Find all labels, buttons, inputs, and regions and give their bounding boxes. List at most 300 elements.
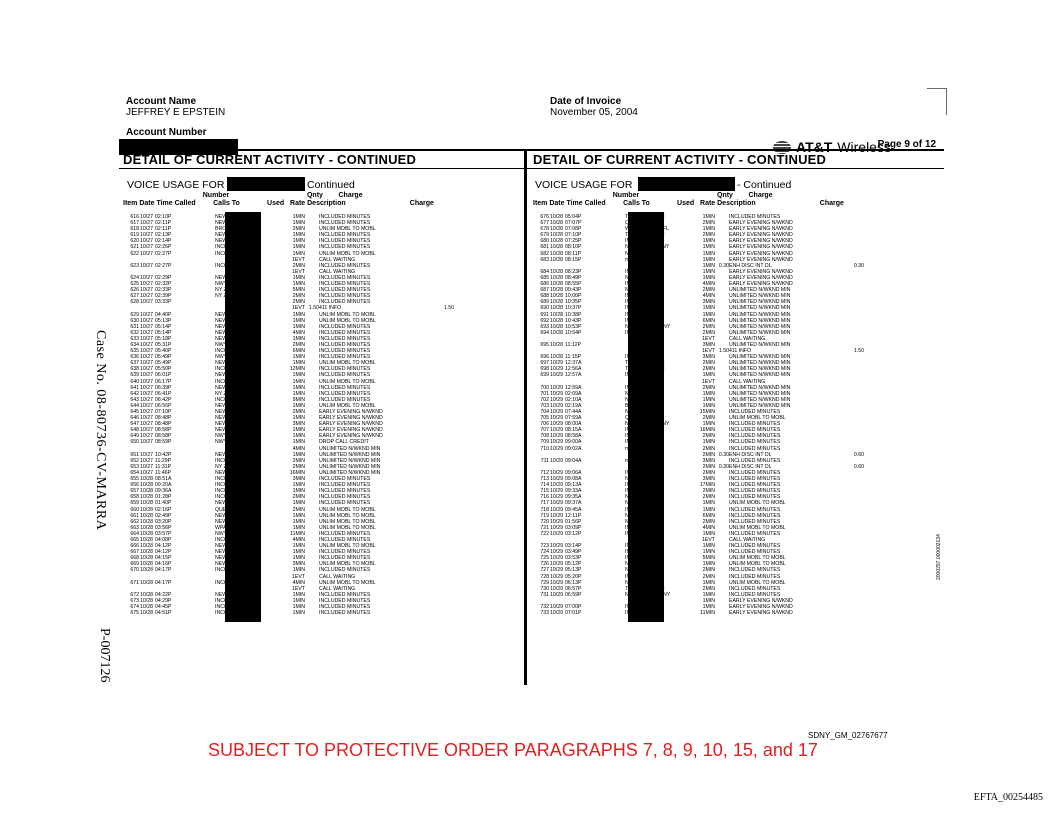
cell-used: 1MIN (292, 323, 305, 330)
cell-time: 09:43P (565, 287, 582, 294)
cell-used: 4MIN (292, 329, 305, 336)
cell-time: 04:22P (155, 591, 172, 598)
cell-description: INCLUDED MINUTES (319, 476, 371, 483)
cell-time: 07:01P (565, 610, 582, 617)
cell-item: 713 (540, 476, 549, 483)
cell-time: 03:12P (565, 530, 582, 537)
cell-used: 6MIN (292, 348, 305, 355)
cell-item: 654 (130, 469, 139, 476)
cell-time: 08:55P (565, 281, 582, 288)
cell-date: 10/27 (140, 378, 153, 385)
cell-item: 669 (130, 561, 139, 568)
cell-description: EARLY EVENING N/WKND (729, 274, 793, 281)
cell-time: 05:40P (155, 348, 172, 355)
call-row (533, 610, 864, 616)
cell-item: 684 (540, 268, 549, 275)
cell-used: 1EVT (702, 335, 715, 342)
cell-item: 664 (130, 530, 139, 537)
cell-used: 1MIN (292, 415, 305, 422)
cell-used: 2MIN (702, 451, 715, 458)
cell-date: 10/27 (140, 323, 153, 330)
cell-calls-to: NEW YORK NY (625, 476, 662, 483)
cell-date: 10/29 (550, 549, 563, 556)
cell-description: INCLUDED MINUTES (729, 530, 781, 537)
cell-item: 693 (540, 323, 549, 330)
cell-used: 1MIN (292, 281, 305, 288)
cell-used: 17MIN (699, 482, 715, 489)
cell-description: 411 INFO (729, 348, 752, 355)
cell-time: 04:29P (155, 597, 172, 604)
cell-date: 10/28 (550, 268, 563, 275)
cell-calls-to: NEW YORK NY (625, 274, 662, 281)
cell-charge: 1.50 (853, 348, 864, 355)
cell-date: 10/28 (140, 579, 153, 586)
cell-item: 628 (130, 299, 139, 306)
cell-used: 1MIN (702, 214, 715, 220)
right-call-rows (533, 214, 864, 616)
cell-date: 10/27 (140, 293, 153, 300)
cell-date: 10/28 (550, 317, 563, 324)
cell-used: 1MIN (702, 372, 715, 379)
cell-used: 1MIN (702, 591, 715, 598)
cell-used: 4MIN (292, 536, 305, 543)
cell-used: 1MIN (292, 372, 305, 379)
cell-calls-to: NY ZONE 1 NY (215, 287, 251, 294)
cell-time: 11:12P (565, 341, 582, 348)
cell-time: 04:17P (155, 567, 172, 574)
cell-charge: 0.30 (853, 262, 864, 269)
cell-charge: 0.60 (853, 463, 864, 470)
cell-date: 10/27 (140, 463, 153, 470)
cell-description: UNLIMITED N/WKND MIN (729, 317, 791, 324)
cell-date: 10/28 (140, 482, 153, 489)
cell-description: INCLUDED MINUTES (729, 439, 781, 446)
cell-date: 10/27 (140, 238, 153, 245)
efta-number: EFTA_00254485 (973, 792, 1043, 803)
cell-item: 653 (130, 463, 139, 470)
cell-date: 10/27 (140, 390, 153, 397)
cell-calls-to: INCOMING (625, 573, 652, 580)
att-brand: AT&T (796, 139, 833, 155)
cell-description: UNLIMITED N/WKND MIN (729, 299, 791, 306)
cell-item: 650 (130, 439, 139, 446)
cell-used: 2MIN (702, 573, 715, 580)
cell-used: 1MIN (292, 250, 305, 257)
cell-used: 2MIN (292, 457, 305, 464)
cell-item: 674 (130, 604, 139, 610)
cell-time: 12:57A (565, 372, 582, 379)
cell-date: 10/28 (550, 256, 563, 263)
cell-used: 1MIN (292, 335, 305, 342)
cell-item: 630 (130, 317, 139, 324)
cell-used: 3MIN (292, 561, 305, 568)
cell-time: 01:40P (155, 500, 172, 507)
cell-date: 10/27 (140, 214, 153, 220)
cell-date: 10/28 (140, 530, 153, 537)
cell-description: EARLY EVENING N/WKND (729, 238, 793, 245)
cell-description: EARLY EVENING N/WKND (729, 597, 793, 604)
cell-calls-to: NEW YORK NY (215, 561, 252, 568)
cell-time: 07:08P (565, 226, 582, 233)
cell-item: 626 (130, 287, 139, 294)
cell-description: INCLUDED MINUTES (729, 433, 781, 440)
cell-date: 10/29 (550, 494, 563, 501)
cell-time: 08:15A (565, 427, 582, 434)
cell-time: 11:31P (155, 463, 172, 470)
cell-description: UNLIMITED N/WKND MIN (729, 384, 791, 391)
cell-item: 718 (540, 506, 549, 513)
cell-calls-to: INCOMING (625, 482, 652, 489)
cell-item: 672 (130, 591, 139, 598)
cell-description: UNLIMITED N/WKND MIN (729, 293, 791, 300)
redaction-left-phone (227, 177, 305, 191)
cell-used: 3MIN (702, 299, 715, 306)
cell-date: 10/29 (550, 457, 563, 464)
cell-calls-to: INCOMING (215, 348, 242, 355)
cell-item: 666 (130, 543, 139, 550)
cell-used: 2MIN (702, 494, 715, 501)
cell-item: 668 (130, 555, 139, 562)
cell-description: CALL WAITING (729, 536, 766, 543)
cell-item: 644 (130, 402, 139, 409)
cell-date: 10/29 (550, 390, 563, 397)
cell-used: 2MIN (292, 262, 305, 269)
cell-used: 1MIN (702, 604, 715, 610)
cell-description: INCLUDED MINUTES (319, 488, 371, 495)
cell-used: 3MIN (702, 341, 715, 348)
cell-description: UNLIM MOBL TO MOBL (319, 402, 376, 409)
cell-date: 10/29 (550, 543, 563, 550)
cell-calls-to: NEW YORK NY (215, 402, 252, 409)
side-doc-number: 2000297.000002134 (936, 534, 942, 580)
cell-date: 10/27 (140, 311, 153, 318)
cell-calls-to: NEW YORK NY (215, 421, 252, 428)
cell-used: 1MIN (702, 226, 715, 233)
cell-time: 01:28P (155, 494, 172, 501)
cell-calls-to: NEW YORK NY (625, 396, 662, 403)
cell-item: 730 (540, 585, 549, 592)
cell-time: 05:20P (565, 573, 582, 580)
cell-description: INCLUDED MINUTES (319, 610, 371, 617)
cell-time: 08:49P (565, 274, 582, 281)
cell-item: 679 (540, 232, 549, 239)
page-number: Page 9 of 12 (877, 139, 936, 150)
cell-calls-to: INCOMING (215, 488, 242, 495)
cell-time: 02:09A (565, 390, 582, 397)
cell-calls-to: BROOKLYN NY (215, 226, 253, 233)
cell-calls-to: INCOMING (625, 543, 652, 550)
cell-item: 685 (540, 274, 549, 281)
cell-used: 1MIN (702, 402, 715, 409)
cell-description: UNLIMITED N/WKND MIN (729, 329, 791, 336)
cell-calls-to: INCOMING (215, 262, 242, 269)
cell-item: 714 (540, 482, 549, 489)
cell-used: 1MIN (292, 451, 305, 458)
cell-item: 732 (540, 604, 549, 610)
cell-description: INCLUDED MINUTES (319, 390, 371, 397)
cell-used: 2MIN (702, 415, 715, 422)
cell-date: 10/28 (140, 518, 153, 525)
cell-calls-to: NEW YORK NY (215, 384, 252, 391)
cell-time: 07:10P (565, 232, 582, 239)
cell-time: 06:41P (155, 390, 172, 397)
call-row (123, 610, 454, 616)
cell-description: INCLUDED MINUTES (729, 506, 781, 513)
cell-calls-to: INCOMING (625, 555, 652, 562)
cell-used: 1MIN (292, 317, 305, 324)
cell-item: 633 (130, 335, 139, 342)
cell-rate: 1.50 (308, 305, 319, 312)
cell-time: 05:14P (155, 323, 172, 330)
cell-date: 10/27 (140, 341, 153, 348)
cell-time: 05:14P (155, 329, 172, 336)
cell-item: 657 (130, 488, 139, 495)
cell-time: 12:37A (565, 360, 582, 367)
cell-used: 1MIN (702, 506, 715, 513)
cell-time: 08:00A (565, 421, 582, 428)
cell-used: 2MIN (702, 220, 715, 227)
cell-date: 10/27 (140, 329, 153, 336)
cell-item: 671 (130, 579, 139, 586)
cell-used: 1MIN (702, 597, 715, 604)
cell-calls-to: NWYRCYZN01 NY (215, 281, 260, 288)
cell-calls-to: INCOMING (625, 238, 652, 245)
cell-description: EARLY EVENING N/WKND (729, 220, 793, 227)
cell-time: 06:42P (155, 396, 172, 403)
cell-date: 10/27 (140, 348, 153, 355)
cell-description: EARLY EVENING N/WKND (319, 421, 383, 428)
right-column-headers (533, 192, 844, 208)
cell-date: 10/27 (140, 409, 153, 415)
cell-date: 10/29 (550, 524, 563, 531)
left-column-headers (123, 192, 434, 208)
cell-calls-to: INCOMING (215, 597, 242, 604)
cell-calls-to: NY ZONE 1 NY (625, 250, 661, 257)
cell-description: UNLIM MOBL TO MOBL (319, 250, 376, 257)
cell-date: 10/29 (550, 488, 563, 495)
cell-item: 716 (540, 494, 549, 501)
cell-description: INCLUDED MINUTES (319, 281, 371, 288)
cell-time: 07:25P (565, 238, 582, 245)
cell-used: 3MIN (702, 354, 715, 361)
cell-used: 1MIN (292, 543, 305, 550)
cell-description: EARLY EVENING N/WKND (729, 250, 793, 257)
cell-time: 10:42P (155, 451, 172, 458)
cell-item: 727 (540, 567, 549, 574)
cell-date: 10/28 (140, 524, 153, 531)
cell-calls-to: INCOMING (215, 378, 242, 385)
cell-item: 699 (540, 372, 549, 379)
cell-time: 09:02A (565, 445, 582, 452)
cell-item: 619 (130, 232, 139, 239)
cell-time: 02:10P (155, 214, 172, 220)
cell-used: 1MIN (292, 610, 305, 617)
cell-description: UNLIM MOBL TO MOBL (729, 555, 786, 562)
cell-used: 2MIN (292, 463, 305, 470)
cell-time: 10:37P (565, 305, 582, 312)
cell-description: UNLIM MOBL TO MOBL (319, 506, 376, 513)
cell-item: 700 (540, 384, 549, 391)
cell-calls-to: NEW YORK NY (625, 500, 662, 507)
cell-time: 05:50P (155, 366, 172, 373)
cell-used: 2MIN (292, 494, 305, 501)
cell-date: 10/29 (550, 415, 563, 422)
cell-description: INCLUDED MINUTES (729, 214, 781, 220)
cell-used: 3MIN (292, 476, 305, 483)
cell-used: 2MIN (292, 293, 305, 300)
cell-time: 03:14P (565, 543, 582, 550)
cell-time: 08:23P (565, 268, 582, 275)
cell-calls-to: NEW YORK NY (625, 390, 662, 397)
cell-date: 10/28 (140, 494, 153, 501)
cell-time: 06:13P (565, 579, 582, 586)
cell-description: UNLIMITED N/WKND MIN (729, 366, 791, 373)
cell-item: 707 (540, 427, 549, 434)
cell-description: UNLIMITED N/WKND MIN (319, 451, 381, 458)
cell-calls-to: WPALMBEACH FL (625, 226, 670, 233)
cell-date: 10/29 (550, 591, 563, 598)
cell-description: INCLUDED MINUTES (729, 488, 781, 495)
cell-time: 08:10P (565, 244, 582, 251)
cell-date: 10/29 (550, 579, 563, 586)
cell-time: 09:08A (565, 476, 582, 483)
cell-item: 618 (130, 226, 139, 233)
cell-calls-to: INCOMING (625, 469, 652, 476)
cell-used: 1MIN (292, 433, 305, 440)
cell-used: 2MIN (702, 567, 715, 574)
cell-description: UNLIM MOBL TO MOBL (319, 360, 376, 367)
cell-calls-to: INCOMING (625, 506, 652, 513)
cell-calls-to: TWINCITIES MN (625, 366, 665, 373)
cell-description: INCLUDED MINUTES (319, 341, 371, 348)
cell-description: INCLUDED MINUTES (319, 323, 371, 330)
cell-used: 1MIN (702, 579, 715, 586)
cell-description: ENH DISC INT DL (729, 463, 772, 470)
cell-date: 10/27 (140, 220, 153, 227)
cell-date: 10/28 (550, 244, 563, 251)
cell-item: 637 (130, 360, 139, 367)
cell-used: 15MIN (699, 409, 715, 415)
cell-description: INCLUDED MINUTES (319, 232, 371, 239)
right-voice-usage-label (535, 179, 632, 191)
cell-item: 667 (130, 549, 139, 556)
cell-charge: 1.50 (443, 305, 454, 312)
left-call-rows (123, 214, 454, 616)
cell-used: 1MIN (292, 488, 305, 495)
cell-item: 660 (130, 506, 139, 513)
cell-calls-to: NWYRCYZN01 NY (215, 530, 260, 537)
cell-date: 10/29 (550, 512, 563, 519)
cell-date: 10/27 (140, 469, 153, 476)
cell-time: 11:29P (155, 457, 172, 464)
cell-used: 2MIN (702, 384, 715, 391)
cell-used: 1MIN (702, 238, 715, 245)
cell-used: 1MIN (702, 421, 715, 428)
cell-date: 10/27 (140, 226, 153, 233)
cell-time: 08:48P (155, 421, 172, 428)
right-col-line2: Item Date Time Called Calls To Used Rate Description Charge (533, 200, 844, 207)
cell-time: 04:15P (155, 555, 172, 562)
cell-item: 655 (130, 476, 139, 483)
cell-date: 10/29 (550, 500, 563, 507)
cell-description: UNLIMITED N/WKND MIN (319, 469, 381, 476)
cell-time: 02:19A (565, 402, 582, 409)
cell-item: 681 (540, 244, 549, 251)
cell-used: 1MIN (702, 543, 715, 550)
cell-calls-to: INCOMING (215, 579, 242, 586)
protective-order-notice: SUBJECT TO PROTECTIVE ORDER PARAGRAPHS 7, 8, 9, 10, 15, and 17 (208, 740, 818, 760)
cell-date: 10/28 (140, 549, 153, 556)
cell-description: INCLUDED MINUTES (319, 238, 371, 245)
cell-date: 10/27 (140, 287, 153, 294)
cell-used: 1MIN (292, 378, 305, 385)
cell-date: 10/29 (550, 476, 563, 483)
cell-calls-to: INCOMING (215, 604, 242, 610)
cell-time: 04:51P (155, 610, 172, 617)
cell-time: 03:20P (155, 518, 172, 525)
cell-date: 10/28 (550, 281, 563, 288)
case-number: Case No. 08-80736-CV-MARRA (93, 330, 108, 531)
cell-time: 09:37A (565, 500, 582, 507)
cell-used: 1EVT (292, 256, 305, 263)
cell-calls-to: NEW YORK NY (625, 287, 662, 294)
cell-date: 10/28 (550, 250, 563, 257)
cell-description: ENH DISC INT DL (729, 262, 772, 269)
cell-time: 06:17P (155, 378, 172, 385)
account-name: JEFFREY E EPSTEIN (126, 107, 226, 118)
cell-calls-to: NEWYORKZN1 NY (215, 409, 261, 415)
cell-used: 1MIN (292, 232, 305, 239)
cell-item: 635 (130, 348, 139, 355)
cell-used: 1MIN (702, 256, 715, 263)
cell-calls-to: QUEENS NY (625, 220, 656, 227)
cell-item: 627 (130, 293, 139, 300)
cell-time: 10:00P (565, 293, 582, 300)
cell-calls-to: INCOMING (215, 476, 242, 483)
cell-calls-to: NY ZONE 1 NY (215, 463, 251, 470)
cell-description: EARLY EVENING N/WKND (319, 433, 383, 440)
cell-time: 06:57P (565, 585, 582, 592)
cell-description: INCLUDED MINUTES (319, 366, 371, 373)
cell-item: 692 (540, 317, 549, 324)
cell-item: 683 (540, 256, 549, 263)
cell-date: 10/28 (140, 500, 153, 507)
redaction-right-phone (638, 177, 735, 191)
cell-time: 09:00A (565, 439, 582, 446)
cell-used: 1EVT (702, 536, 715, 543)
cell-calls-to: INCOMING (625, 488, 652, 495)
cell-description: INCLUDED MINUTES (729, 543, 781, 550)
cell-date: 10/29 (550, 573, 563, 580)
cell-calls-to: NY ZONE 1 NY (215, 293, 251, 300)
cell-used: 12MIN (289, 366, 305, 373)
cell-used: 2MIN (292, 299, 305, 306)
cell-calls-to: NEW YORK NY (215, 555, 252, 562)
cell-time: 09:35A (565, 494, 582, 501)
cell-calls-to: INCOMING (625, 372, 652, 379)
cell-time: 05:31P (155, 341, 172, 348)
cell-item: 690 (540, 305, 549, 312)
cell-item: 643 (130, 396, 139, 403)
cell-used: 1MIN (702, 396, 715, 403)
cell-calls-to: NEW YORK NY (215, 427, 252, 434)
cell-calls-to: INCOMING (625, 610, 652, 617)
cell-item: 720 (540, 518, 549, 525)
cell-calls-to: NEWYORKZN1 NY (625, 591, 671, 598)
left-section-title: DETAIL OF CURRENT ACTIVITY - CONTINUED (119, 149, 529, 169)
cell-calls-to: INCOMING (215, 457, 242, 464)
cell-description: INCLUDED MINUTES (319, 287, 371, 294)
